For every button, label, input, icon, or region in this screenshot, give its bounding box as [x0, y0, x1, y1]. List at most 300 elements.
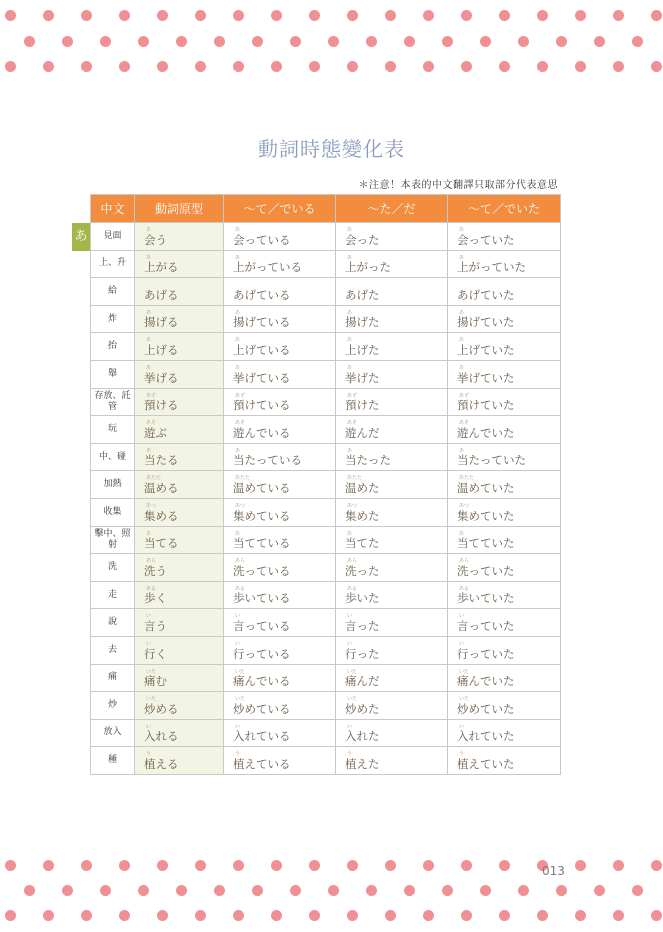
- table-row: [91, 747, 561, 775]
- decorative-dot: [195, 910, 206, 921]
- verb-base-form: [135, 692, 224, 720]
- table-row: [91, 581, 561, 609]
- furigana: ある: [235, 585, 246, 592]
- table-row: [91, 609, 561, 637]
- furigana: あら: [459, 558, 470, 565]
- decorative-dot: [309, 10, 320, 21]
- verb-form-text: 入れている: [233, 729, 291, 744]
- verb-form-text: 預けている: [233, 398, 291, 413]
- decorative-dot: [24, 885, 35, 896]
- furigana: あつ: [235, 502, 246, 509]
- verb-conjugation: [448, 664, 561, 692]
- furigana: い: [235, 723, 241, 730]
- verb-form-text: 当てていた: [457, 536, 515, 551]
- verb-form-text: 挙げる: [144, 370, 179, 385]
- chinese-meaning: 舉: [91, 360, 135, 388]
- column-header: 動詞原型: [135, 195, 224, 223]
- table-row: [91, 360, 561, 388]
- verb-base-form: [135, 581, 224, 609]
- decorative-dot: [43, 61, 54, 72]
- table-header-row: [91, 195, 561, 223]
- furigana: い: [459, 640, 465, 647]
- verb-conjugation: [448, 333, 561, 361]
- verb-form-text: 炒めている: [233, 701, 291, 716]
- furigana: あ: [146, 447, 152, 454]
- decorative-dot: [613, 860, 624, 871]
- decorative-dot: [404, 36, 415, 47]
- furigana: い: [347, 723, 353, 730]
- furigana: ある: [459, 585, 470, 592]
- decorative-dot: [594, 885, 605, 896]
- decorative-dot: [423, 860, 434, 871]
- verb-form-text: 集めた: [345, 508, 380, 523]
- verb-conjugation: [336, 554, 448, 582]
- decorative-dot: [81, 910, 92, 921]
- verb-form-text: 集めていた: [457, 508, 515, 523]
- decorative-dot: [613, 10, 624, 21]
- furigana: あ: [459, 337, 465, 344]
- decorative-dot: [309, 860, 320, 871]
- verb-form-text: 洗った: [345, 563, 380, 578]
- furigana: あたた: [347, 475, 363, 482]
- dot-row: [0, 10, 663, 22]
- decorative-dot: [233, 61, 244, 72]
- verb-form-text: 行っている: [233, 646, 291, 661]
- furigana: あ: [235, 364, 241, 371]
- decorative-dot: [499, 10, 510, 21]
- decorative-dot: [461, 61, 472, 72]
- furigana: あ: [459, 309, 465, 316]
- furigana: い: [146, 640, 152, 647]
- verb-conjugation: [224, 719, 336, 747]
- dot-row: [0, 910, 663, 922]
- decorative-dot: [157, 910, 168, 921]
- verb-form-text: 上がる: [144, 260, 179, 275]
- verb-base-form: [135, 664, 224, 692]
- page-title: 動詞時態變化表: [258, 137, 405, 161]
- table-row: [91, 305, 561, 333]
- table-row: [91, 498, 561, 526]
- verb-form-text: 温めている: [233, 480, 291, 495]
- verb-form-text: 当たった: [345, 453, 391, 468]
- furigana: いた: [235, 696, 246, 703]
- furigana: いた: [347, 696, 358, 703]
- furigana: あたた: [235, 475, 251, 482]
- furigana: あつ: [146, 502, 157, 509]
- decorative-dot: [138, 885, 149, 896]
- verb-conjugation: [224, 471, 336, 499]
- verb-form-text: 行った: [345, 646, 380, 661]
- verb-base-form: [135, 609, 224, 637]
- verb-form-text: 当てる: [144, 536, 179, 551]
- page-number: 013: [542, 864, 565, 878]
- verb-form-text: 植えている: [233, 756, 291, 771]
- verb-form-text: 当たる: [144, 453, 179, 468]
- decorative-dot: [24, 36, 35, 47]
- verb-conjugation: [336, 416, 448, 444]
- furigana: あそ: [459, 420, 470, 427]
- verb-form-text: 当たっていた: [457, 453, 526, 468]
- verb-form-text: 挙げた: [345, 370, 380, 385]
- decorative-dot: [214, 36, 225, 47]
- furigana: あつ: [347, 502, 358, 509]
- verb-form-text: 洗っていた: [457, 563, 515, 578]
- verb-form-text: 預ける: [144, 398, 179, 413]
- decorative-dot: [271, 910, 282, 921]
- verb-form-text: 痛んでいた: [457, 674, 515, 689]
- verb-conjugation: [224, 636, 336, 664]
- verb-form-text: 痛む: [144, 674, 167, 689]
- chinese-meaning: 給: [91, 278, 135, 306]
- verb-conjugation: [224, 526, 336, 554]
- decorative-dot: [157, 10, 168, 21]
- decorative-dot: [195, 10, 206, 21]
- chinese-meaning: 去: [91, 636, 135, 664]
- chinese-meaning: 抬: [91, 333, 135, 361]
- verb-form-text: 上げていた: [457, 342, 515, 357]
- verb-conjugation: [336, 581, 448, 609]
- verb-form-text: 集める: [144, 508, 179, 523]
- verb-conjugation: [448, 692, 561, 720]
- decorative-dot: [43, 910, 54, 921]
- furigana: あ: [146, 227, 152, 233]
- furigana: あら: [235, 558, 246, 565]
- furigana: あ: [235, 337, 241, 344]
- decorative-dot: [309, 61, 320, 72]
- chinese-meaning: 擊中、照射: [91, 526, 135, 554]
- decorative-dot: [632, 36, 643, 47]
- furigana: あ: [235, 227, 241, 233]
- decorative-dot: [157, 860, 168, 871]
- furigana: あ: [235, 254, 241, 261]
- decorative-dot: [613, 910, 624, 921]
- furigana: あ: [146, 254, 152, 261]
- decorative-dot: [309, 910, 320, 921]
- verb-form-text: あげる: [144, 287, 179, 302]
- dot-row: [0, 61, 663, 73]
- furigana: い: [235, 640, 241, 647]
- verb-base-form: [135, 719, 224, 747]
- verb-form-text: 会った: [345, 232, 380, 247]
- chinese-meaning: 存放、託管: [91, 388, 135, 416]
- decorative-dot: [271, 10, 282, 21]
- decorative-dot: [271, 61, 282, 72]
- furigana: う: [146, 751, 152, 758]
- verb-form-text: 炒めていた: [457, 701, 515, 716]
- decorative-dot: [442, 885, 453, 896]
- verb-form-text: 集めている: [233, 508, 291, 523]
- decorative-dot: [537, 61, 548, 72]
- verb-form-text: 炒める: [144, 701, 179, 716]
- furigana: あず: [459, 392, 470, 399]
- decorative-dot: [594, 36, 605, 47]
- verb-form-text: 当てている: [233, 536, 291, 551]
- verb-conjugation: [448, 581, 561, 609]
- verb-conjugation: [224, 747, 336, 775]
- decorative-dot: [385, 10, 396, 21]
- verb-base-form: [135, 636, 224, 664]
- furigana: い: [347, 613, 353, 620]
- decorative-dot: [100, 36, 111, 47]
- verb-base-form: [135, 223, 224, 251]
- furigana: う: [347, 751, 353, 758]
- verb-conjugation: [448, 416, 561, 444]
- verb-base-form: [135, 250, 224, 278]
- furigana: あ: [459, 447, 465, 454]
- decorative-dot: [651, 10, 662, 21]
- furigana: あ: [146, 530, 152, 537]
- verb-conjugation: [448, 747, 561, 775]
- verb-base-form: [135, 498, 224, 526]
- verb-conjugation: [448, 223, 561, 251]
- decorative-dot: [423, 910, 434, 921]
- table-row: [91, 333, 561, 361]
- decorative-dot: [651, 61, 662, 72]
- furigana: あそ: [235, 420, 246, 427]
- furigana: あ: [459, 364, 465, 371]
- verb-conjugation: [336, 360, 448, 388]
- verb-base-form: [135, 747, 224, 775]
- decorative-dot: [81, 860, 92, 871]
- furigana: あ: [235, 530, 241, 537]
- decorative-dot: [5, 860, 16, 871]
- decorative-dot: [62, 885, 73, 896]
- verb-form-text: 温めた: [345, 480, 380, 495]
- decorative-dot: [461, 10, 472, 21]
- decorative-dot: [5, 10, 16, 21]
- chinese-meaning: 放入: [91, 719, 135, 747]
- verb-conjugation: [448, 498, 561, 526]
- decorative-dot: [290, 885, 301, 896]
- verb-conjugation: [448, 636, 561, 664]
- verb-form-text: 言っていた: [457, 618, 515, 633]
- verb-form-text: あげていた: [457, 287, 515, 302]
- table-row: [91, 416, 561, 444]
- furigana: あ: [347, 530, 353, 537]
- verb-base-form: [135, 333, 224, 361]
- verb-conjugation: [336, 333, 448, 361]
- furigana: あ: [459, 227, 465, 233]
- chinese-meaning: 炒: [91, 692, 135, 720]
- verb-conjugation: [336, 223, 448, 251]
- decorative-dot: [214, 885, 225, 896]
- decorative-dot: [5, 61, 16, 72]
- verb-conjugation: [224, 609, 336, 637]
- table-row: [91, 554, 561, 582]
- verb-form-text: 温めていた: [457, 480, 515, 495]
- chinese-meaning: 玩: [91, 416, 135, 444]
- table-row: [91, 443, 561, 471]
- verb-form-text: 植えた: [345, 756, 380, 771]
- decorative-dot: [138, 36, 149, 47]
- verb-base-form: [135, 554, 224, 582]
- verb-form-text: 歩く: [144, 591, 167, 606]
- decorative-dot: [442, 36, 453, 47]
- verb-form-text: 遊んでいた: [457, 425, 515, 440]
- furigana: い: [146, 613, 152, 620]
- furigana: あ: [235, 309, 241, 316]
- furigana: あ: [347, 227, 353, 233]
- furigana: あ: [459, 530, 465, 537]
- column-header: ～て／でいた: [448, 195, 561, 223]
- furigana: あ: [459, 254, 465, 261]
- verb-form-text: 遊んでいる: [233, 425, 291, 440]
- verb-conjugation: [336, 747, 448, 775]
- decorative-dot: [176, 885, 187, 896]
- verb-form-text: 歩いた: [345, 591, 380, 606]
- decorative-dot: [499, 910, 510, 921]
- verb-conjugation: [448, 443, 561, 471]
- decorative-dot: [518, 36, 529, 47]
- decorative-dot: [119, 10, 130, 21]
- furigana: い: [459, 613, 465, 620]
- furigana: いた: [146, 668, 157, 675]
- dot-row: [0, 885, 663, 897]
- furigana: あそ: [146, 420, 157, 427]
- verb-form-text: 挙げている: [233, 370, 291, 385]
- verb-conjugation: [224, 360, 336, 388]
- verb-conjugation: [448, 526, 561, 554]
- table-row: [91, 278, 561, 306]
- verb-form-text: 預けていた: [457, 398, 515, 413]
- verb-conjugation: [336, 719, 448, 747]
- decorative-dot: [43, 10, 54, 21]
- verb-form-text: 痛んだ: [345, 674, 380, 689]
- decorative-dot: [556, 885, 567, 896]
- verb-base-form: [135, 416, 224, 444]
- verb-form-text: 当てた: [345, 536, 380, 551]
- decorative-dot: [537, 910, 548, 921]
- table-row: [91, 719, 561, 747]
- furigana: あそ: [347, 420, 358, 427]
- decorative-dot: [423, 10, 434, 21]
- furigana: あ: [146, 364, 152, 371]
- verb-base-form: [135, 305, 224, 333]
- verb-conjugation: [224, 554, 336, 582]
- verb-base-form: [135, 278, 224, 306]
- chinese-meaning: 種: [91, 747, 135, 775]
- verb-conjugation: [336, 526, 448, 554]
- verb-form-text: 行く: [144, 646, 167, 661]
- chinese-meaning: 炸: [91, 305, 135, 333]
- chinese-meaning: 痛: [91, 664, 135, 692]
- furigana: い: [235, 613, 241, 620]
- decorative-dot: [347, 910, 358, 921]
- verb-conjugation: [224, 498, 336, 526]
- decorative-dot: [233, 910, 244, 921]
- dot-row: [0, 36, 663, 48]
- furigana: いた: [459, 696, 470, 703]
- verb-form-text: 当たっている: [233, 453, 302, 468]
- decorative-dot: [461, 910, 472, 921]
- decorative-dot: [575, 10, 586, 21]
- furigana: い: [146, 723, 152, 730]
- decorative-dot: [119, 61, 130, 72]
- decorative-dot: [5, 910, 16, 921]
- verb-conjugation: [336, 664, 448, 692]
- verb-conjugation: [336, 443, 448, 471]
- table-row: [91, 223, 561, 251]
- furigana: いた: [347, 668, 358, 675]
- verb-form-text: 遊んだ: [345, 425, 380, 440]
- verb-conjugation: [224, 333, 336, 361]
- chinese-meaning: 收集: [91, 498, 135, 526]
- decorative-dot: [499, 860, 510, 871]
- verb-form-text: 遊ぶ: [144, 425, 167, 440]
- furigana: あつ: [459, 502, 470, 509]
- decorative-dot: [81, 10, 92, 21]
- verb-form-text: 言っている: [233, 618, 291, 633]
- table-row: [91, 250, 561, 278]
- decorative-dot: [366, 36, 377, 47]
- translation-note: ＊注意！本表的中文翻譯只取部分代表意思: [358, 180, 558, 191]
- verb-form-text: 入れていた: [457, 729, 515, 744]
- verb-form-text: 言う: [144, 618, 167, 633]
- verb-form-text: 会う: [144, 232, 167, 247]
- decorative-dot: [385, 910, 396, 921]
- table-row: [91, 388, 561, 416]
- verb-form-text: 揚げた: [345, 315, 380, 330]
- decorative-dot: [195, 61, 206, 72]
- furigana: い: [459, 723, 465, 730]
- furigana: ある: [347, 585, 358, 592]
- decorative-dot: [271, 860, 282, 871]
- furigana: いた: [235, 668, 246, 675]
- decorative-dot: [347, 61, 358, 72]
- verb-conjugation: [448, 305, 561, 333]
- decorative-dot: [252, 36, 263, 47]
- verb-conjugation: [336, 692, 448, 720]
- decorative-dot: [404, 885, 415, 896]
- verb-form-text: あげた: [345, 287, 380, 302]
- decorative-dot: [347, 860, 358, 871]
- verb-tense-table: [90, 194, 561, 775]
- verb-form-text: 植えていた: [457, 756, 515, 771]
- verb-form-text: 挙げていた: [457, 370, 515, 385]
- verb-form-text: 上げた: [345, 342, 380, 357]
- decorative-dot: [290, 36, 301, 47]
- verb-form-text: 上げる: [144, 342, 179, 357]
- verb-conjugation: [224, 692, 336, 720]
- verb-conjugation: [224, 664, 336, 692]
- verb-conjugation: [224, 250, 336, 278]
- decorative-dot: [632, 885, 643, 896]
- chinese-meaning: 洗: [91, 554, 135, 582]
- decorative-dot: [385, 61, 396, 72]
- verb-form-text: 会っていた: [457, 232, 515, 247]
- verb-base-form: [135, 443, 224, 471]
- decorative-dot: [100, 885, 111, 896]
- furigana: あたた: [146, 475, 162, 482]
- verb-form-text: 入れる: [144, 729, 179, 744]
- verb-form-text: 温める: [144, 480, 179, 495]
- decorative-dot: [328, 885, 339, 896]
- verb-form-text: 炒めた: [345, 701, 380, 716]
- furigana: い: [347, 640, 353, 647]
- verb-form-text: 歩いていた: [457, 591, 515, 606]
- verb-form-text: 植える: [144, 756, 179, 771]
- verb-conjugation: [224, 305, 336, 333]
- furigana: ある: [146, 585, 157, 592]
- furigana: あ: [347, 309, 353, 316]
- verb-form-text: 会っている: [233, 232, 291, 247]
- verb-form-text: 上げている: [233, 342, 291, 357]
- verb-conjugation: [336, 609, 448, 637]
- verb-form-text: 痛んでいる: [233, 674, 291, 689]
- verb-form-text: 揚げている: [233, 315, 291, 330]
- column-header: ～て／でいる: [224, 195, 336, 223]
- verb-conjugation: [448, 609, 561, 637]
